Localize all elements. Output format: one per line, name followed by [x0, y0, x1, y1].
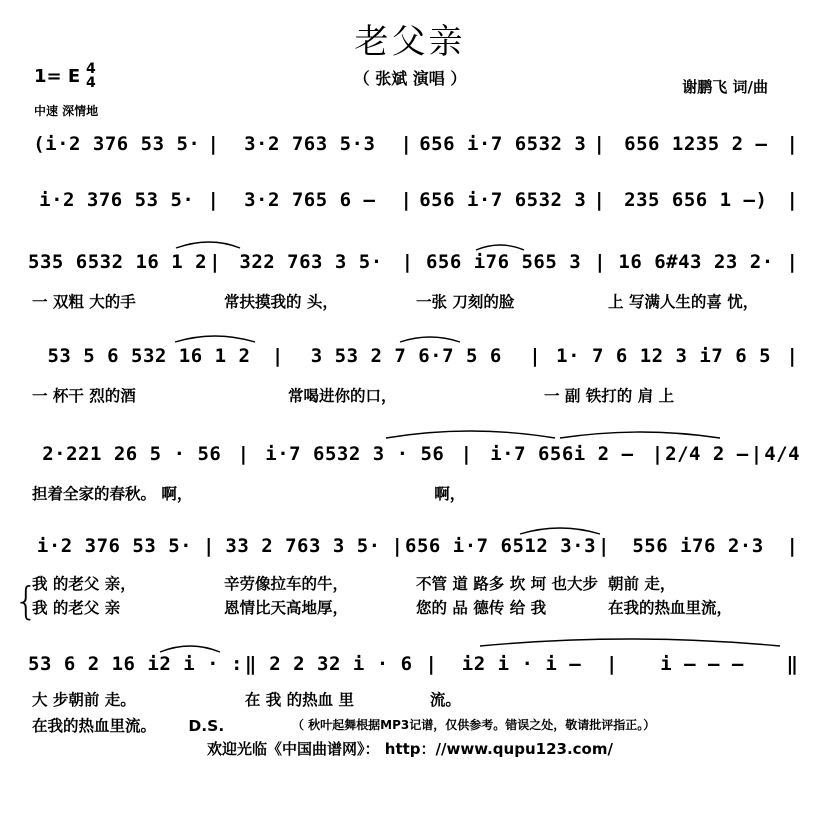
lyric: 朝前 走， [608, 575, 676, 593]
barline: | [786, 189, 798, 211]
lyric: 担着全家的春秋。 啊， [32, 485, 193, 503]
lyric: 常扶摸我的 头， [224, 293, 338, 311]
measure: 656 i·7 6512 3·3 [405, 535, 597, 557]
lyric: 我 的老父 亲， [32, 575, 136, 593]
lyric: 流。 [429, 691, 461, 709]
composer-credit: 谢鹏飞 词/曲 [682, 78, 768, 96]
lyric: 上 写满人生的喜 忧， [608, 293, 759, 311]
barline: | [425, 653, 437, 675]
lyric: 不管 道 路多 坎 坷 也大步 [416, 575, 598, 593]
lyric: 一张 刀刻的脸 [416, 293, 515, 311]
measure: 235 656 1 –) [624, 189, 768, 211]
measure: 3·2 763 5·3 [244, 133, 376, 155]
measure: 16 6#43 23 2· [618, 251, 774, 273]
measure: 3·2 765 6 – [244, 189, 376, 211]
barline: | [391, 535, 403, 557]
measure: 2·221 26 5 · 56 [42, 443, 222, 465]
lyric: 在 我 的热血 里 [244, 691, 355, 709]
barline: | [651, 443, 664, 465]
barline: | [237, 443, 250, 465]
slur [176, 242, 240, 248]
barline: | [606, 653, 618, 675]
measure: 2 2 32 i · 6 [269, 653, 413, 675]
barline: | [786, 535, 798, 557]
slur [160, 646, 220, 652]
barline: | [598, 535, 610, 557]
measure: 53 6 2 16 i2 i · : [28, 653, 243, 675]
measure: 1· 7 6 12 3 i7 6 5 [556, 345, 772, 367]
slur [520, 528, 600, 534]
barline: | [594, 251, 606, 273]
barline: ‖ [786, 653, 798, 675]
measure: 535 6532 16 1 2 [28, 251, 208, 273]
measure: i2 i · i – [461, 653, 582, 675]
measure: 4/4 [764, 443, 801, 465]
lyric: 啊， [434, 485, 466, 503]
lyric: 恩情比天高地厚， [224, 599, 349, 617]
key-signature: 1= E [34, 66, 81, 87]
time-signature-top: 4 [86, 61, 96, 77]
slur [400, 337, 460, 342]
lyric: 您的 品 德传 给 我 [416, 599, 547, 617]
lyric: 常喝进你的口， [288, 387, 397, 405]
time-signature-bottom: 4 [86, 75, 96, 91]
barline: | [271, 345, 284, 367]
measure: 322 763 3 5· [239, 251, 383, 273]
measure: 656 i76 565 3 [425, 251, 582, 273]
barline: | [460, 443, 473, 465]
measure: 656 i·7 6532 3 [419, 133, 587, 155]
barline: | [750, 443, 763, 465]
measure: i – – – [660, 653, 744, 675]
site-welcome: 欢迎光临《中国曲谱网》： http：//www.qupu123.com/ [207, 740, 613, 758]
measure: (i·2 376 53 5· [33, 133, 201, 155]
barline: | [786, 345, 798, 367]
lyric: 一 双粗 大的手 [32, 293, 136, 311]
barline: | [786, 251, 798, 273]
singer-credit: （ 张斌 演唱 ） [353, 69, 467, 88]
verse-brace: { [14, 579, 39, 623]
barline: | [207, 133, 219, 155]
barline: | [593, 189, 605, 211]
lyric: 辛劳像拉车的牛， [224, 575, 349, 593]
measure: 3 53 2 7 6·7 5 6 [310, 345, 502, 367]
ending-lyric: 在我的热血里流。 [32, 717, 157, 735]
barline: | [207, 189, 219, 211]
slur [175, 336, 255, 342]
barline: | [400, 133, 412, 155]
measure: 53 5 6 532 16 1 2 [47, 345, 251, 367]
measure: i·7 656i 2 – [490, 443, 634, 465]
tempo-marking: 中速 深情地 [34, 104, 99, 118]
measure: 556 i76 2·3 [632, 535, 764, 557]
barline: | [400, 189, 412, 211]
slur [386, 431, 555, 438]
measure: 656 1235 2 – [624, 133, 768, 155]
transcription-note: （ 秋叶起舞根据MP3记谱，仅供参考。错误之处，敬请批评指正。） [292, 718, 656, 732]
tie [480, 639, 780, 646]
measure: 33 2 763 3 5· [225, 535, 381, 557]
measure: i·2 376 53 5· [36, 535, 193, 557]
measure: 2/4 2 – [665, 443, 749, 465]
lyric: 一 杯干 烈的酒 [32, 387, 136, 405]
barline: | [529, 345, 541, 367]
song-title: 老父亲 [354, 22, 466, 62]
slur [476, 245, 524, 250]
barline: | [203, 535, 215, 557]
slur [560, 432, 720, 438]
measure: i·7 6532 3 · 56 [265, 443, 445, 465]
barline: | [401, 251, 414, 273]
measure: i·2 376 53 5· [39, 189, 195, 211]
barline: | [786, 133, 798, 155]
barline: | [593, 133, 605, 155]
barline: ‖ [244, 653, 257, 675]
barline: | [209, 251, 221, 273]
lyric: 在我的热血里流， [608, 599, 733, 617]
lyric: 我 的老父 亲 [32, 599, 121, 617]
dal-segno: D.S. [188, 717, 225, 735]
lyric: 大 步朝前 走。 [32, 691, 136, 709]
lyric: 一 副 铁打的 肩 上 [544, 387, 675, 405]
measure: 656 i·7 6532 3 [419, 189, 587, 211]
